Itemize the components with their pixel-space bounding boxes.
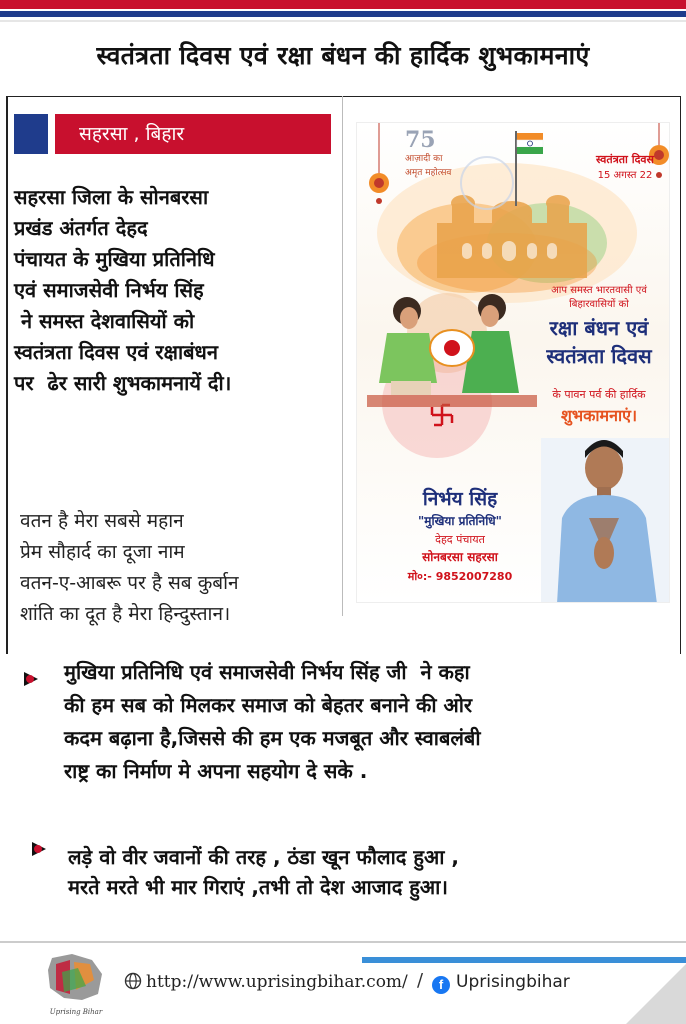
svg-text:अमृत महोत्सव: अमृत महोत्सव [405, 168, 452, 178]
hanging-rangoli-left [369, 123, 389, 204]
facebook-icon: f [432, 976, 450, 994]
intro-paragraph [14, 182, 336, 399]
svg-text:स्वतंत्रता दिवस: स्वतंत्रता दिवस [546, 344, 652, 368]
svg-text:"मुखिया प्रतिनिधि": "मुखिया प्रतिनिधि" [418, 514, 502, 528]
facebook-link[interactable] [432, 972, 570, 994]
footer-divider [0, 941, 686, 943]
footer-separator: / [417, 970, 424, 991]
red-fort-illustration [437, 195, 587, 278]
uprising-bihar-logo [42, 950, 110, 1020]
intro-line: पंचायत के मुखिया प्रतिनिधि [14, 247, 215, 271]
website-url-text: http://www.uprisingbihar.com/ [146, 972, 408, 992]
bullet-arrow-icon [30, 840, 48, 858]
website-link[interactable] [124, 972, 408, 992]
quote-line: की हम सब को मिलकर समाज को बेहतर बनाने की ओर [64, 693, 473, 717]
bullet-arrow-icon [22, 670, 40, 688]
top-blue-stripe [0, 11, 686, 17]
intro-line: स्वतंत्रता दिवस एवं रक्षाबंधन [14, 340, 218, 364]
couplet-line: मरते मरते भी मार गिराएं ,तभी तो देश आजाद हुआ। [68, 875, 448, 899]
location-blue-tag [14, 114, 48, 154]
intro-line: सहरसा जिला के सोनबरसा [14, 185, 209, 209]
page-headline: स्वतंत्रता दिवस एवं रक्षा बंधन की हार्दिक शुभकामनाएं [96, 41, 590, 70]
corner-decoration [626, 964, 686, 1024]
intro-line: प्रखंड अंतर्गत देहद [14, 216, 148, 240]
quote-line: मुखिया प्रतिनिधि एवं समाजसेवी निर्भय सिंह जी ने कहा [64, 660, 470, 684]
svg-text:15 अगस्त 22: 15 अगस्त 22 [597, 170, 653, 181]
svg-text:निर्भय सिंह: निर्भय सिंह [422, 488, 498, 510]
svg-text:शुभकामनाएं।: शुभकामनाएं। [560, 406, 638, 425]
facebook-name: Uprisingbihar [456, 972, 570, 992]
svg-text:स्वतंत्रता दिवस: स्वतंत्रता दिवस [596, 153, 654, 166]
globe-icon [124, 972, 142, 990]
location-label: सहरसा , बिहार [55, 114, 331, 154]
top-divider [0, 20, 686, 22]
poster-artwork [357, 123, 670, 603]
svg-text:आज़ादी का: आज़ादी का [405, 154, 443, 164]
svg-text:बिहारवासियों को: बिहारवासियों को [569, 299, 629, 310]
svg-text:सोनबरसा सहरसा: सोनबरसा सहरसा [422, 550, 498, 564]
svg-text:75: 75 [405, 127, 436, 153]
frame-top [6, 96, 680, 97]
poem-line: वतन-ए-आबरू पर है सब कुर्बान [20, 572, 239, 594]
footer-blue-bar [362, 957, 686, 963]
couplet-paragraph [68, 842, 668, 902]
intro-line: ने समस्त देशवासियों को [14, 309, 195, 333]
svg-text:मो०:- 9852007280: मो०:- 9852007280 [407, 570, 513, 583]
quote-paragraph [64, 656, 674, 788]
svg-text:देहद पंचायत: देहद पंचायत [435, 533, 485, 546]
frame-left [6, 96, 8, 654]
top-red-stripe [0, 0, 686, 9]
poem-line: वतन है मेरा सबसे महान [20, 510, 184, 532]
poem [20, 506, 340, 630]
poem-line: प्रेम सौहार्द का दूजा नाम [20, 541, 185, 563]
azadi-ka-amrit-mahotsav-logo [405, 127, 452, 178]
greeting-poster [356, 122, 670, 603]
person-photo [541, 438, 670, 603]
couplet-line: लड़े वो वीर जवानों की तरह , ठंडा खून फौलाद हुआ , [68, 845, 459, 869]
frame-right [680, 96, 681, 654]
intro-line: पर ढेर सारी शुभकामनायें दी। [14, 371, 232, 395]
svg-text:आप समस्त भारतवासी एवं: आप समस्त भारतवासी एवं [551, 285, 647, 296]
intro-line: एवं समाजसेवी निर्भय सिंह [14, 278, 204, 302]
svg-text:के पावन पर्व की हार्दिक: के पावन पर्व की हार्दिक [552, 388, 646, 401]
svg-text:Uprising Bihar: Uprising Bihar [49, 1008, 103, 1016]
quote-line: राष्ट्र का निर्माण मे अपना सहयोग दे सके . [64, 759, 368, 783]
svg-text:रक्षा बंधन एवं: रक्षा बंधन एवं [549, 316, 649, 340]
frame-inner [342, 96, 343, 616]
poem-line: शांति का दूत है मेरा हिन्दुस्तान। [20, 603, 231, 625]
siblings-rakhi-illustration [367, 293, 537, 458]
quote-line: कदम बढ़ाना है,जिससे की हम एक मजबूत और स्वाबलंबी [64, 726, 481, 750]
